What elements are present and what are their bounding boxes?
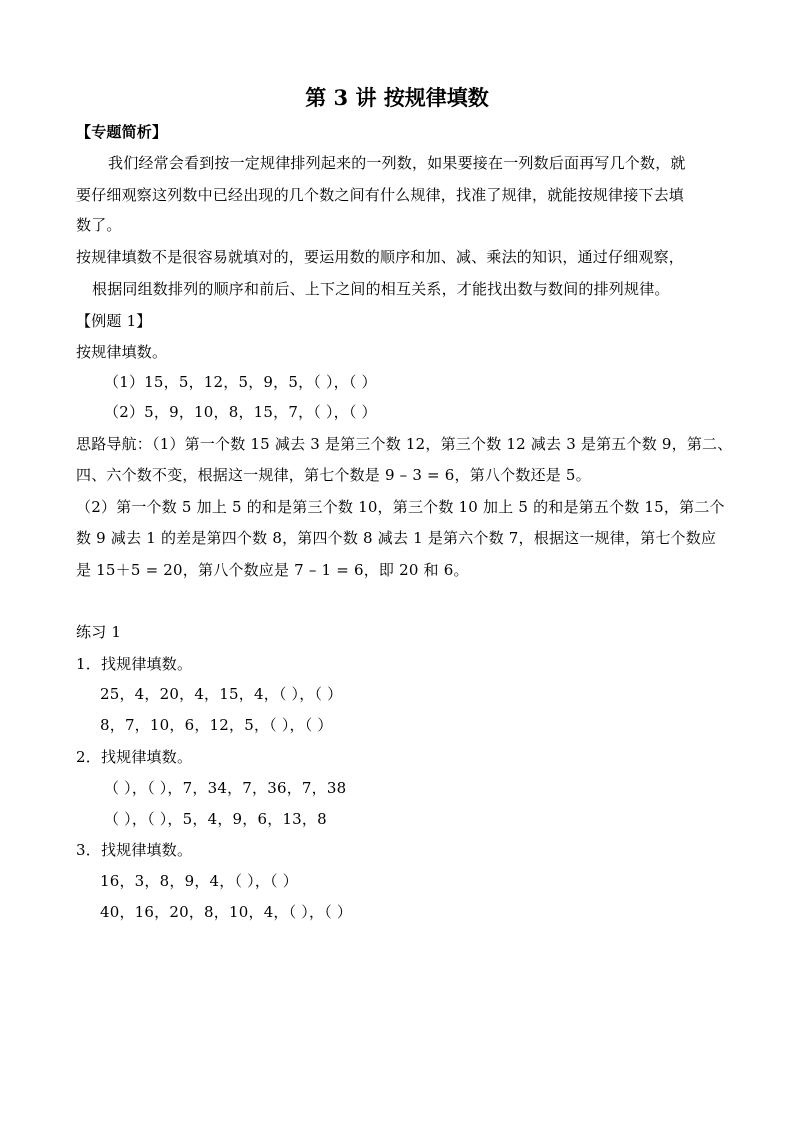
example-item: （1）15，5，12，5，9，5，（ ），（ ） — [104, 373, 377, 391]
solution-line: 是 15＋5 = 20，第八个数应是 7 – 1 = 6，即 20 和 6。 — [76, 561, 469, 579]
practice-heading: 练习 1 — [76, 623, 122, 641]
solution-line: 四、六个数不变，根据这一规律，第七个数是 9 – 3 = 6，第八个数还是 5。 — [76, 466, 591, 484]
solution-line: （2）第一个数 5 加上 5 的和是第三个数 10，第三个数 10 加上 5 的和是第五个数 15，第二个 — [76, 498, 725, 516]
page-title: 第 3 讲 按规律填数 — [305, 85, 489, 110]
analysis-heading: 【专题简析】 — [76, 123, 168, 141]
question-row: （ ），（ ），7，34，7，36，7，38 — [104, 779, 347, 797]
question-row: 8，7，10，6，12，5，（ ），（ ） — [100, 716, 333, 734]
question-label: 2．找规律填数。 — [76, 748, 193, 766]
analysis-paragraph-line: 我们经常会看到按一定规律排列起来的一列数，如果要接在一列数后面再写几个数，就 — [108, 154, 686, 172]
question-row: 16，3，8，9，4，（ ），（ ） — [100, 872, 298, 890]
solution-line: 思路导航：（1）第一个数 15 减去 3 是第三个数 12，第三个数 12 减去 3 是第五个数 9，第二、 — [76, 435, 733, 453]
question-label: 3．找规律填数。 — [76, 841, 193, 859]
example-prompt: 按规律填数。 — [76, 343, 168, 361]
example-heading: 【例题 1】 — [76, 312, 152, 330]
question-label: 1．找规律填数。 — [76, 655, 193, 673]
question-row: 25，4，20，4，15，4，（ ），（ ） — [100, 685, 343, 703]
analysis-paragraph-line: 根据同组数排列的顺序和前后、上下之间的相互关系，才能找出数与数间的排列规律。 — [92, 280, 670, 298]
analysis-paragraph-line: 数了。 — [76, 216, 122, 234]
example-item: （2）5，9，10，8，15，7，（ ），（ ） — [104, 403, 377, 421]
question-row: （ ），（ ），5，4，9，6，13，8 — [104, 810, 327, 828]
solution-line: 数 9 减去 1 的差是第四个数 8，第四个数 8 减去 1 是第六个数 7，根据这一规律，第七个数应 — [76, 529, 717, 547]
question-row: 40，16，20，8，10，4，（ ），（ ） — [100, 903, 353, 921]
analysis-paragraph-line: 要仔细观察这列数中已经出现的几个数之间有什么规律，找准了规律，就能按规律接下去填 — [76, 186, 685, 204]
analysis-paragraph-line: 按规律填数不是很容易就填对的，要运用数的顺序和加、减、乘法的知识，通过仔细观察， — [76, 248, 685, 266]
